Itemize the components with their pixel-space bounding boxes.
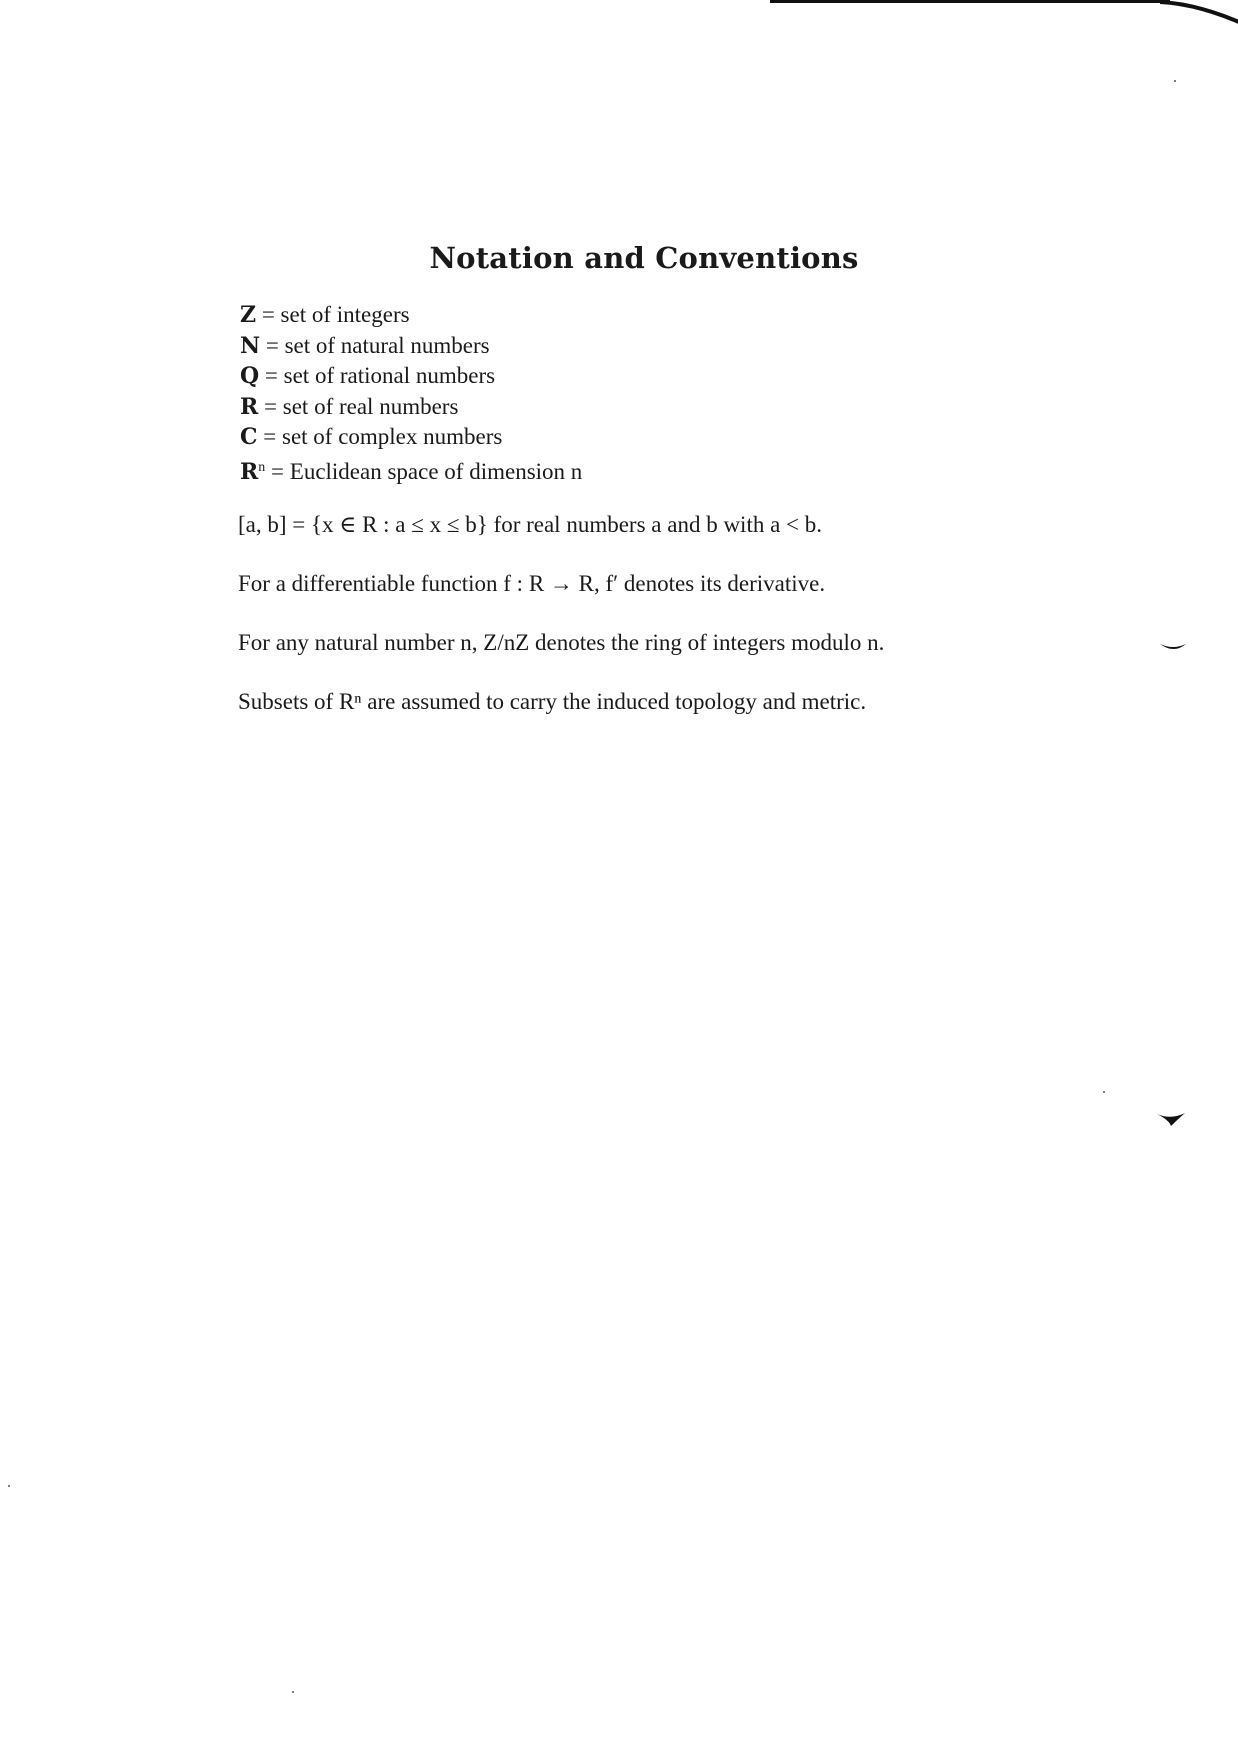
scan-edge-corner — [1160, 0, 1238, 30]
notation-superscript: n — [258, 459, 266, 475]
notation-item — [240, 331, 582, 362]
notation-list — [240, 300, 582, 487]
notation-symbol: Z — [240, 302, 257, 328]
scan-edge-line — [770, 0, 1170, 3]
notation-item — [240, 392, 582, 423]
notation-symbol: R — [240, 393, 259, 420]
scan-speck — [292, 1691, 294, 1693]
derivative-convention: For a differentiable function f : R → R, f′ denotes its derivative. — [238, 571, 826, 596]
interval-definition: [a, b] = {x ∈ R : a ≤ x ≤ b} for real numbers a and b with a < b. — [238, 512, 823, 537]
notation-item — [240, 422, 582, 453]
notation-item — [240, 300, 582, 331]
scan-blot — [1155, 1110, 1187, 1128]
notation-symbol: R — [240, 458, 259, 485]
notation-symbol: Q — [240, 363, 260, 389]
notation-text: = set of real numbers — [264, 393, 459, 419]
modular-ring-convention: For any natural number n, Z/nZ denotes the ring of integers modulo n. — [238, 630, 885, 655]
scan-speck — [1174, 80, 1176, 82]
scan-speck — [1103, 1091, 1105, 1093]
topology-convention: Subsets of Rⁿ are assumed to carry the induced topology and metric. — [238, 689, 867, 714]
notation-text: = set of complex numbers — [263, 424, 503, 449]
notation-item — [240, 361, 582, 392]
notation-symbol: N — [240, 332, 261, 359]
notation-text: = set of rational numbers — [264, 363, 496, 388]
scan-speck — [8, 1485, 10, 1487]
scan-blot — [1158, 640, 1188, 654]
notation-symbol: C — [240, 424, 258, 450]
notation-text: = Euclidean space of dimension n — [271, 458, 583, 484]
notation-text: = set of natural numbers — [265, 332, 490, 358]
page-title: Notation and Conventions — [429, 241, 859, 275]
notation-text: = set of integers — [261, 302, 410, 327]
notation-item — [240, 453, 582, 488]
